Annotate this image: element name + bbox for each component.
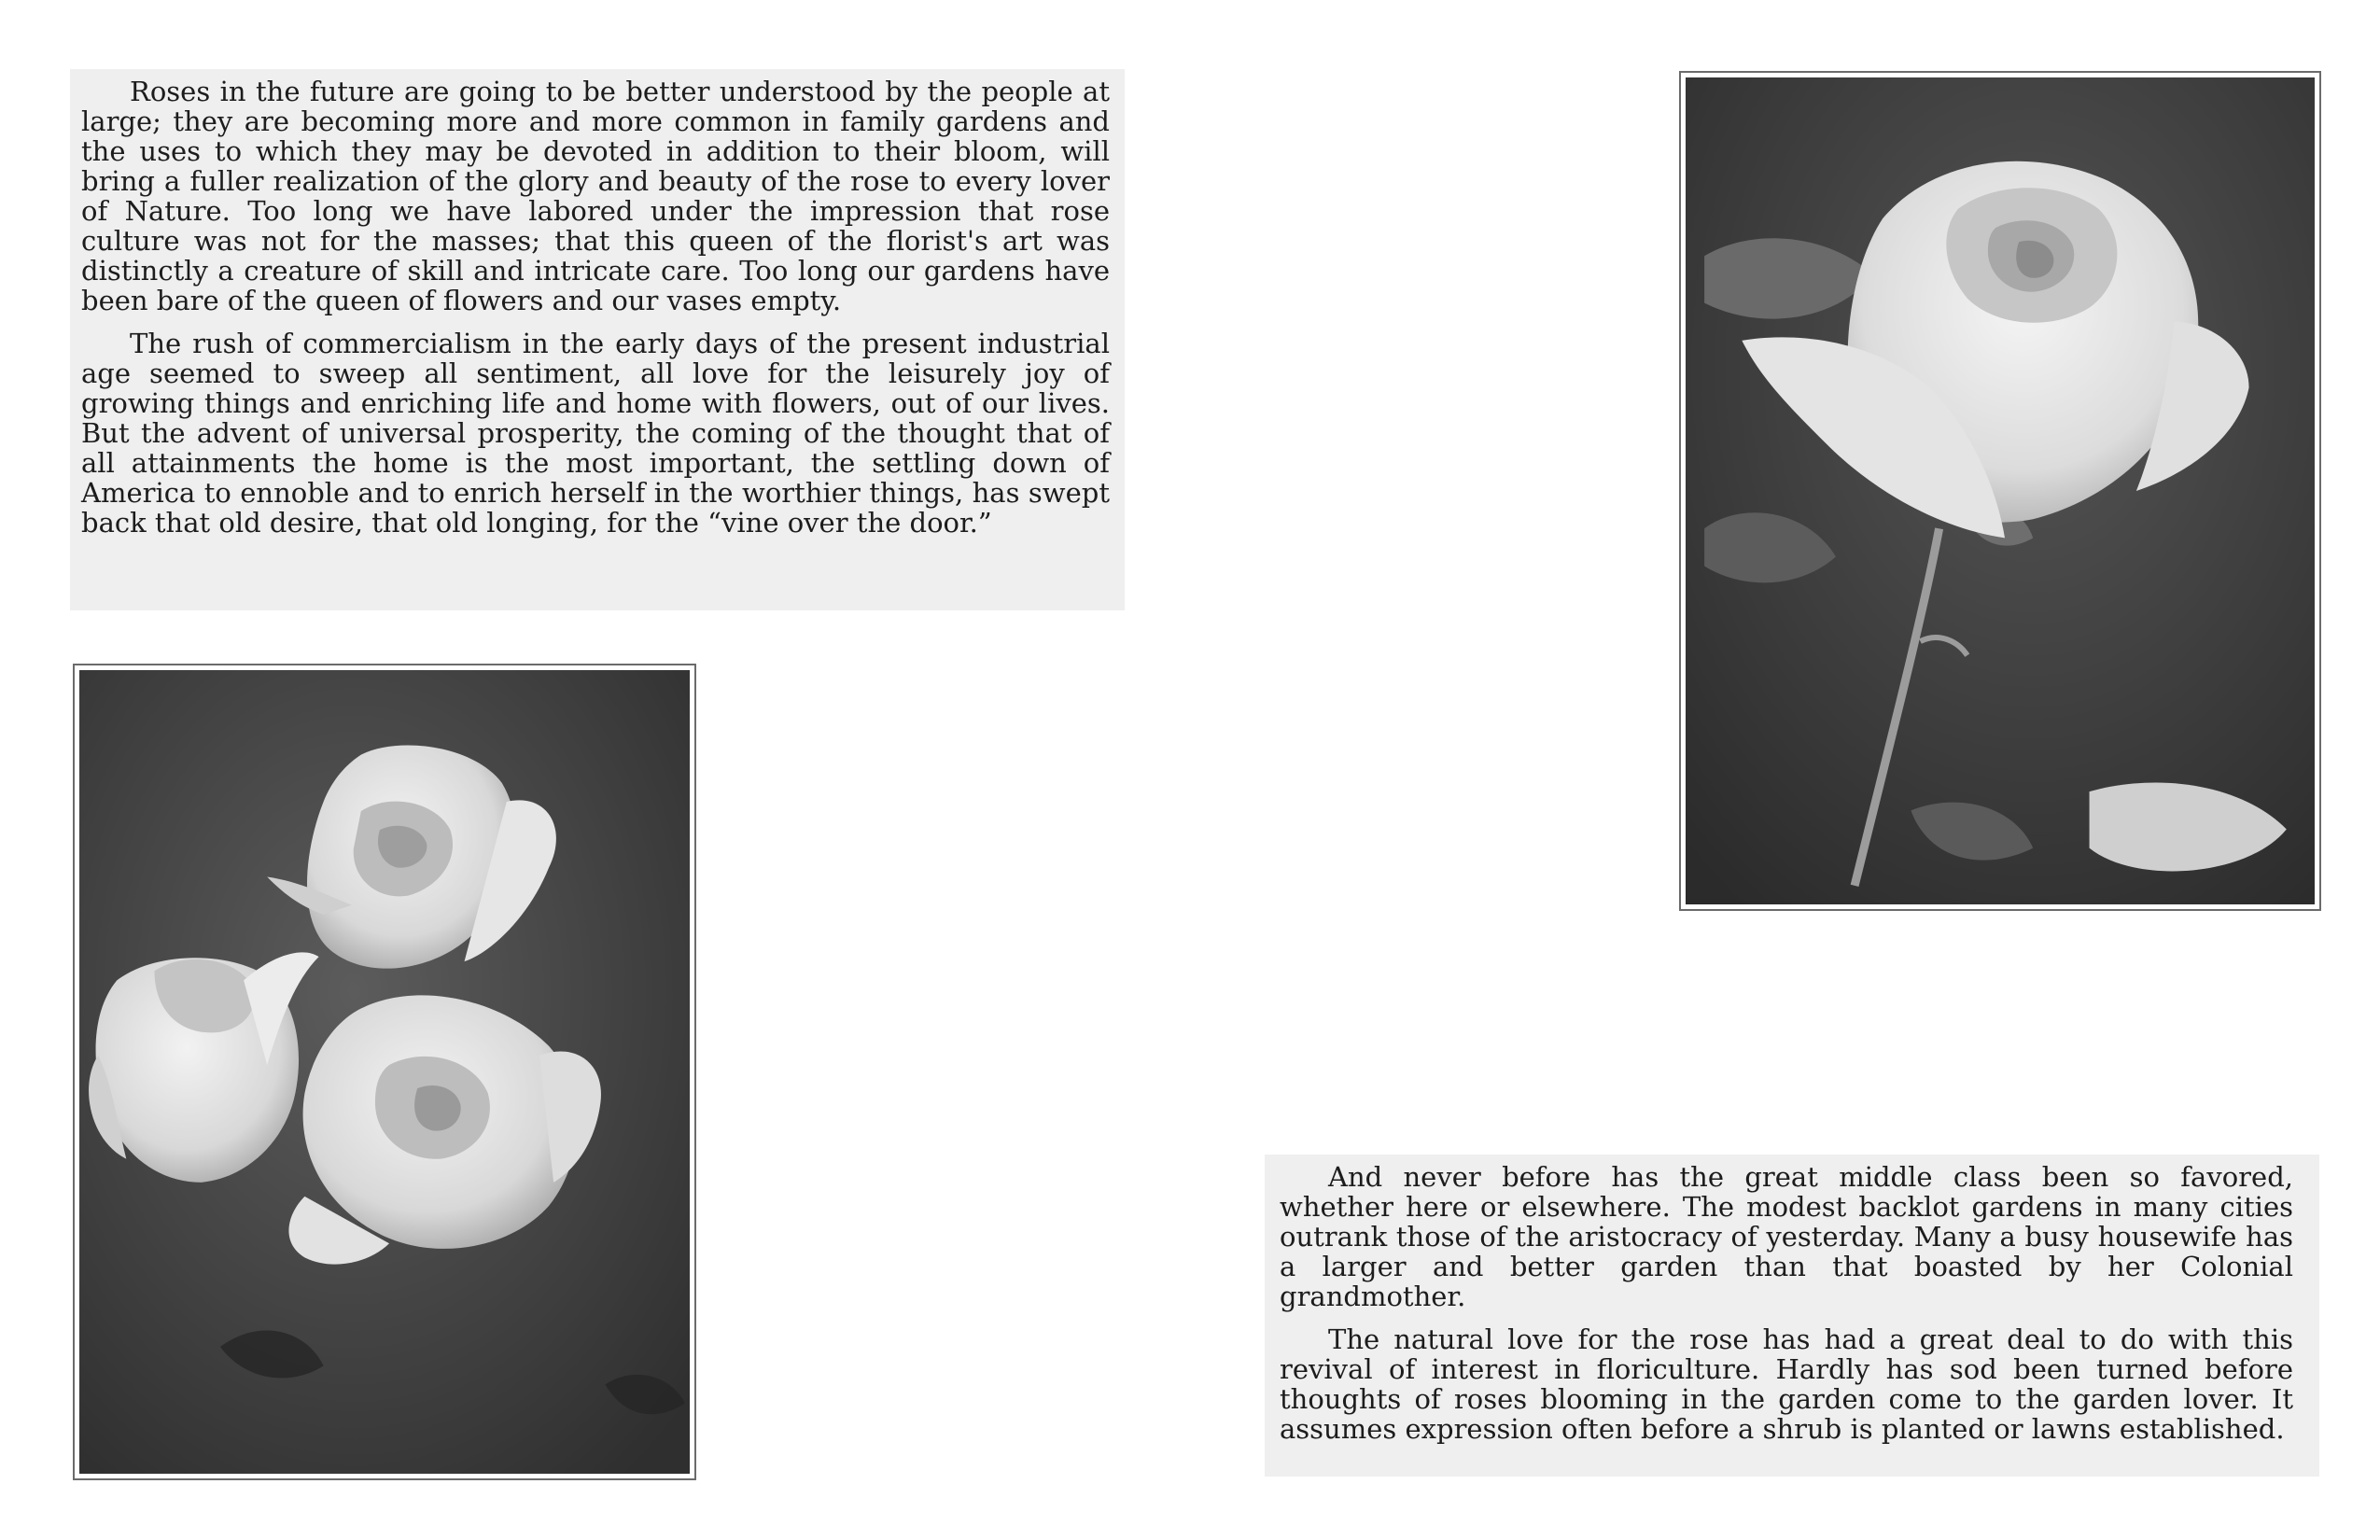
- article-text-top: [70, 69, 1125, 610]
- paragraph: The rush of commercialism in the early days of the present industrial age seemed to sweep all sentiment, all love for the leisurely joy of growing things and enriching life and home with flowers, out of our lives. But the advent of universal prosperity, the coming of the thought that of all attainments the home is the most important, the settling down of America to ennoble and to enrich herself in the worthier things, has swept back that old desire, that old longing, for the “vine over the door.”: [81, 328, 1110, 539]
- paragraph: The natural love for the rose has had a great deal to do with this revival of interest in floriculture. Hardly has sod been turned before thoughts of roses blooming in the garden come to the garden lover. It assumes expression often before a shrub is planted or lawns established.: [1280, 1323, 2293, 1445]
- paragraph: And never before has the great middle class been so favored, whether here or elsewhere. The modest backlot gardens in many cities outrank those of the aristocracy of yesterday. Many a busy housewife has a larger and better garden than that boasted by her Colonial grandmother.: [1280, 1161, 2293, 1312]
- single-rose-illustration: [1686, 77, 2315, 904]
- three-roses-photo: [73, 664, 696, 1480]
- article-text-bottom: [1265, 1155, 2319, 1477]
- three-roses-illustration: [79, 670, 690, 1474]
- single-rose-photo: [1679, 71, 2321, 911]
- paragraph: Roses in the future are going to be better understood by the people at large; they are becoming more and more common in family gardens and the uses to which they may be devoted in addition to their bloom, will bring a fuller realization of the glory and beauty of the rose to every lover of Nature. Too long we have labored under the impression that rose culture was not for the masses; that this queen of the florist's art was distinctly a creature of skill and intricate care. Too long our gardens have been bare of the queen of flowers and our vases empty.: [81, 76, 1110, 316]
